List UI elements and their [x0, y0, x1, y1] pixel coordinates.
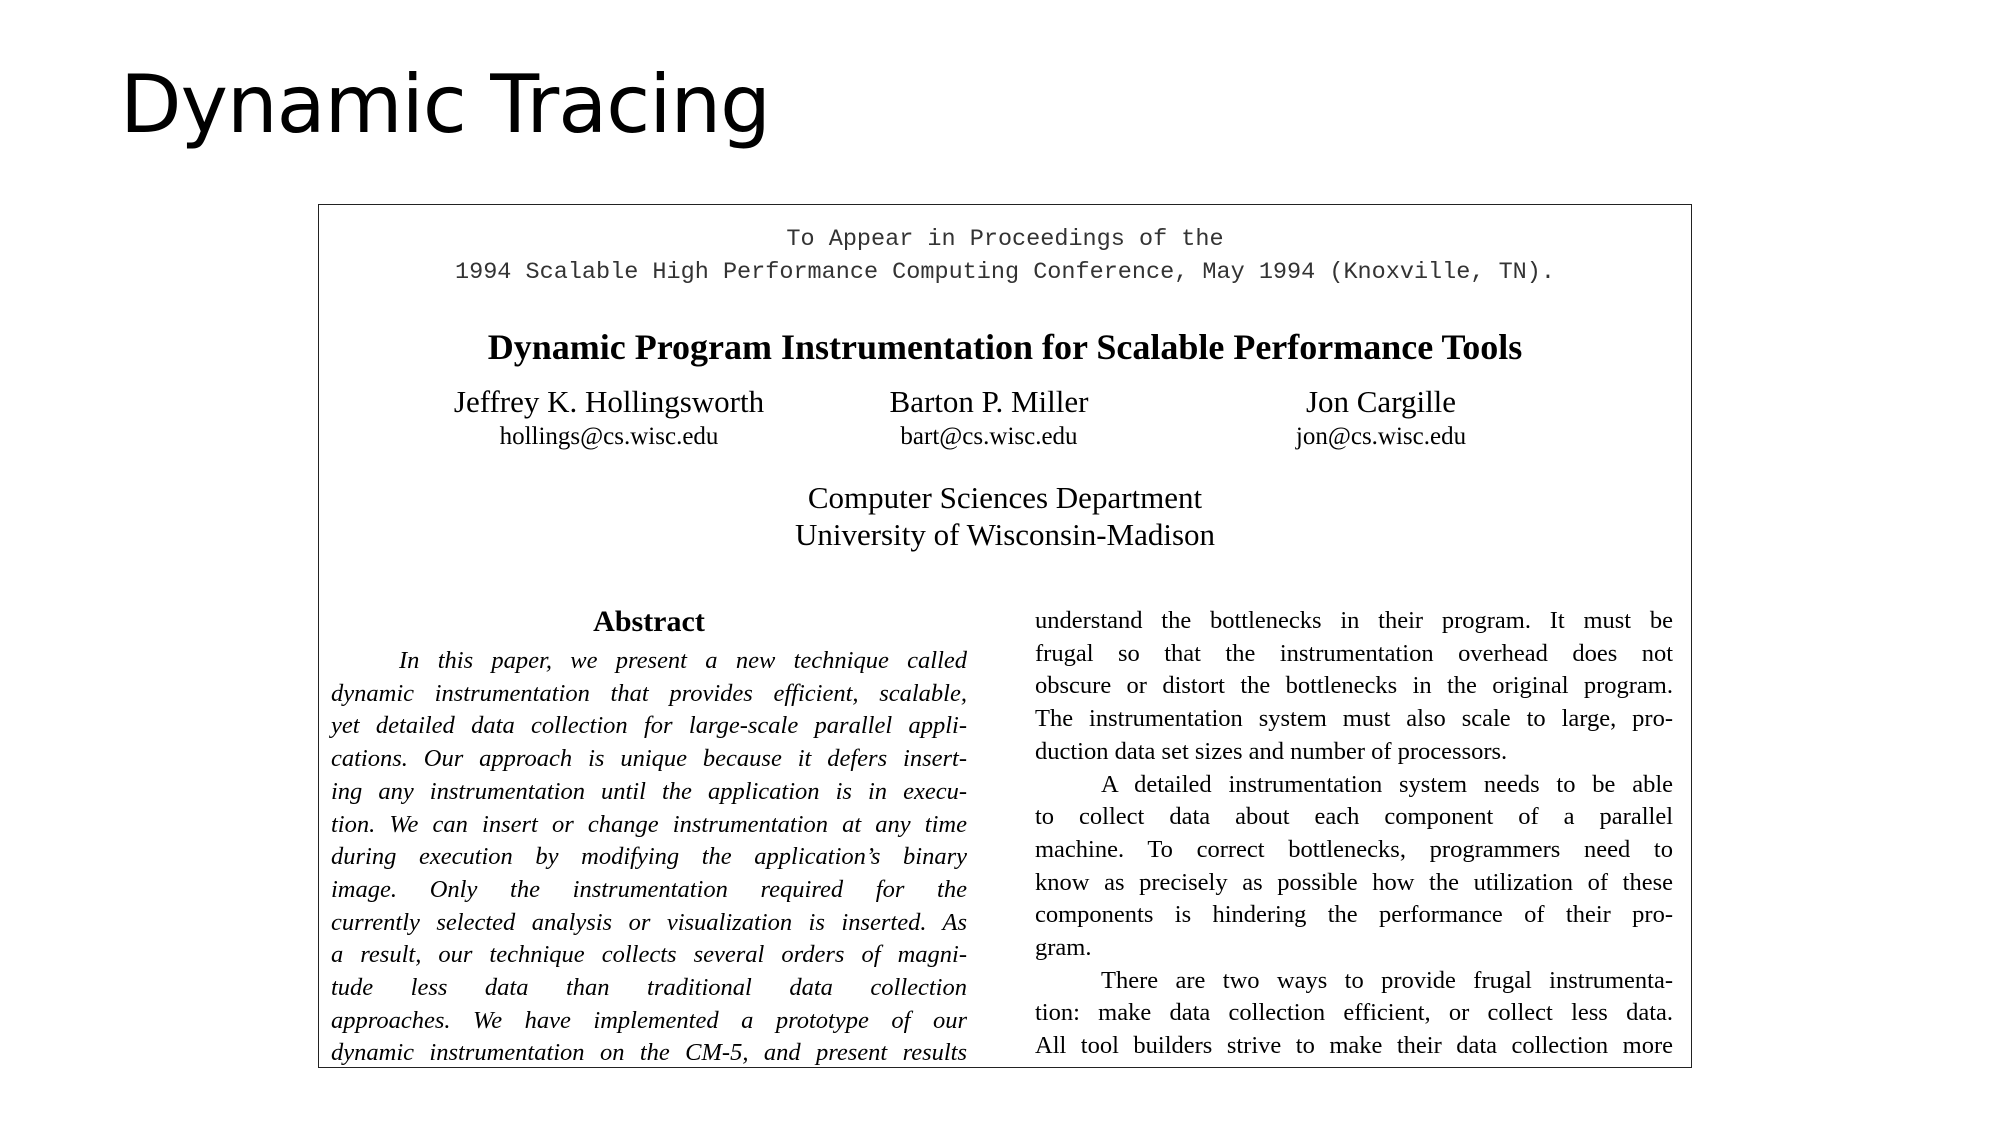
text-line: components is hindering the performance of their pro- [1035, 901, 1673, 929]
text-line: ing any instrumentation until the application is in execu- [331, 777, 967, 805]
text-line: approaches. We have implemented a prototype of our [331, 1006, 967, 1034]
text-line: image. Only the instrumentation required for the [331, 875, 967, 903]
text-line: gram. [1035, 934, 1092, 962]
text-line: currently selected analysis or visualization is inserted. As [331, 908, 967, 936]
text-line: yet detailed data collection for large-scale parallel appli- [331, 712, 967, 740]
text-line: dynamic instrumentation on the CM-5, and present results [331, 1039, 967, 1067]
text-line: understand the bottlenecks in their program. It must be [1035, 607, 1673, 634]
author-2 [779, 383, 1199, 453]
text-line: cations. Our approach is unique because it defers insert- [331, 745, 967, 773]
slide-title: Dynamic Tracing [120, 58, 770, 151]
text-line: tude less data than traditional data collection [331, 974, 967, 1002]
text-line: during execution by modifying the application’s binary [331, 843, 967, 871]
author-email: bart@cs.wisc.edu [900, 423, 1078, 450]
abstract-heading: Abstract [593, 605, 705, 638]
author-name: Jeffrey K. Hollingsworth [453, 384, 765, 419]
text-line: The instrumentation system must also scale to large, pro- [1035, 705, 1673, 733]
text-line: frugal so that the instrumentation overhead does not [1035, 639, 1673, 667]
author-email: hollings@cs.wisc.edu [499, 423, 719, 450]
venue-line-2: 1994 Scalable High Performance Computing Conference, May 1994 (Knoxville, TN). [455, 259, 1555, 286]
paper-title: Dynamic Program Instrumentation for Scalable Performance Tools [487, 327, 1523, 367]
text-line: tion. We can insert or change instrumentation at any time [331, 810, 967, 838]
university: University of Wisconsin-Madison [794, 517, 1216, 552]
text-line: All tool builders strive to make their data collection more [1035, 1032, 1673, 1060]
venue-line-1: To Appear in Proceedings of the [786, 226, 1224, 253]
text-line: duction data set sizes and number of processors. [1035, 737, 1508, 765]
author-3 [1171, 383, 1591, 453]
author-1 [399, 383, 819, 453]
paper-excerpt [318, 204, 1692, 1068]
text-line: tion: make data collection efficient, or collect less data. [1035, 999, 1673, 1027]
department: Computer Sciences Department [807, 480, 1203, 515]
author-name: Jon Cargille [1305, 384, 1457, 419]
text-line: obscure or distort the bottlenecks in the original program. [1035, 672, 1673, 700]
venue-note [319, 223, 1691, 289]
text-line: In this paper, we present a new technique called [399, 647, 967, 674]
author-name: Barton P. Miller [889, 384, 1089, 419]
text-line: There are two ways to provide frugal instrumenta- [1101, 966, 1673, 994]
text-line: dynamic instrumentation that provides efficient, scalable, [331, 679, 967, 707]
author-email: jon@cs.wisc.edu [1295, 423, 1467, 450]
body-text-right-column [1035, 605, 1673, 1063]
text-line: know as precisely as possible how the utilization of these [1035, 868, 1673, 896]
text-line: a result, our technique collects several orders of magni- [331, 941, 967, 969]
affiliation [319, 479, 1691, 553]
abstract-text [331, 645, 967, 1068]
text-line: to collect data about each component of a parallel [1035, 803, 1673, 831]
text-line: machine. To correct bottlenecks, programmers need to [1035, 835, 1673, 863]
text-line: A detailed instrumentation system needs to be able [1101, 770, 1673, 798]
